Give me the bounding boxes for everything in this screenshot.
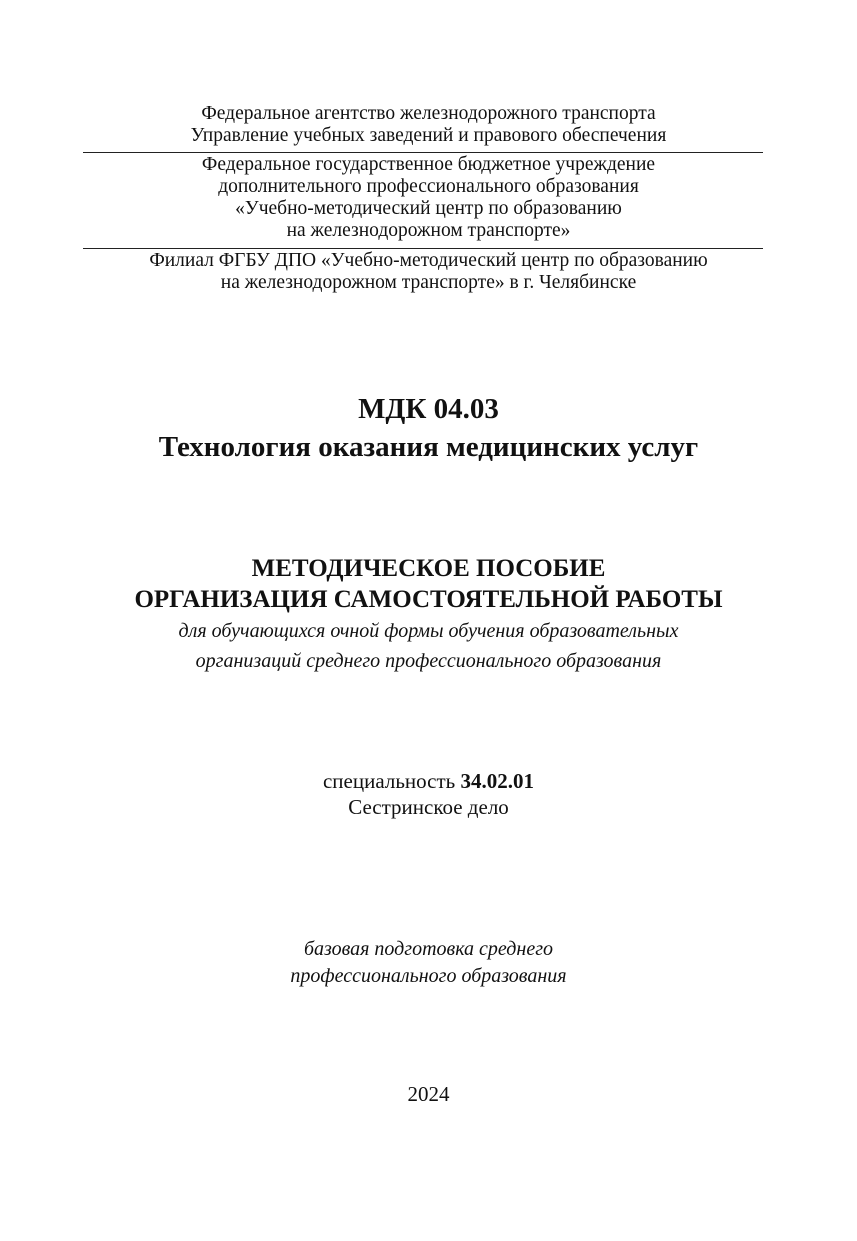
- training-line: профессионального образования: [290, 965, 567, 987]
- branch-header: [0, 250, 857, 294]
- header-divider: [83, 152, 763, 153]
- institution-line: дополнительного профессионального образования: [218, 176, 639, 197]
- publication-year: 2024: [407, 1082, 450, 1106]
- institution-line: на железнодорожном транспорте»: [286, 220, 571, 241]
- course-title: [0, 390, 857, 466]
- specialty-name: Сестринское дело: [348, 795, 509, 819]
- header-divider: [83, 248, 763, 249]
- course-code: МДК 04.03: [358, 393, 499, 425]
- institution-line: Федеральное государственное бюджетное учреждение: [201, 154, 656, 175]
- agency-line: Федеральное агентство железнодорожного транспорта: [201, 103, 656, 124]
- training-line: базовая подготовка среднего: [303, 938, 554, 960]
- agency-line: Управление учебных заведений и правового обеспечения: [190, 125, 667, 146]
- specialty-code: 34.02.01: [460, 769, 534, 793]
- manual-title-line: МЕТОДИЧЕСКОЕ ПОСОБИЕ: [251, 555, 606, 582]
- specialty: [0, 768, 857, 820]
- course-name: Технология оказания медицинских услуг: [158, 431, 699, 463]
- branch-line: на железнодорожном транспорте» в г. Челябинске: [220, 272, 637, 293]
- institution-line: «Учебно-методический центр по образованию: [235, 198, 622, 219]
- specialty-code-line: [0, 768, 857, 794]
- specialty-label: специальность: [322, 769, 461, 793]
- manual-title: [0, 553, 857, 615]
- branch-line: Филиал ФГБУ ДПО «Учебно-методический центр по образованию: [149, 250, 708, 271]
- manual-title-line: ОРГАНИЗАЦИЯ САМОСТОЯТЕЛЬНОЙ РАБОТЫ: [134, 586, 723, 613]
- institution-header: [0, 154, 857, 242]
- manual-audience: [0, 616, 857, 676]
- training-level: [0, 936, 857, 990]
- audience-line: организаций среднего профессионального образования: [195, 650, 662, 672]
- agency-header: [0, 103, 857, 147]
- audience-line: для обучающихся очной формы обучения образовательных: [178, 620, 679, 642]
